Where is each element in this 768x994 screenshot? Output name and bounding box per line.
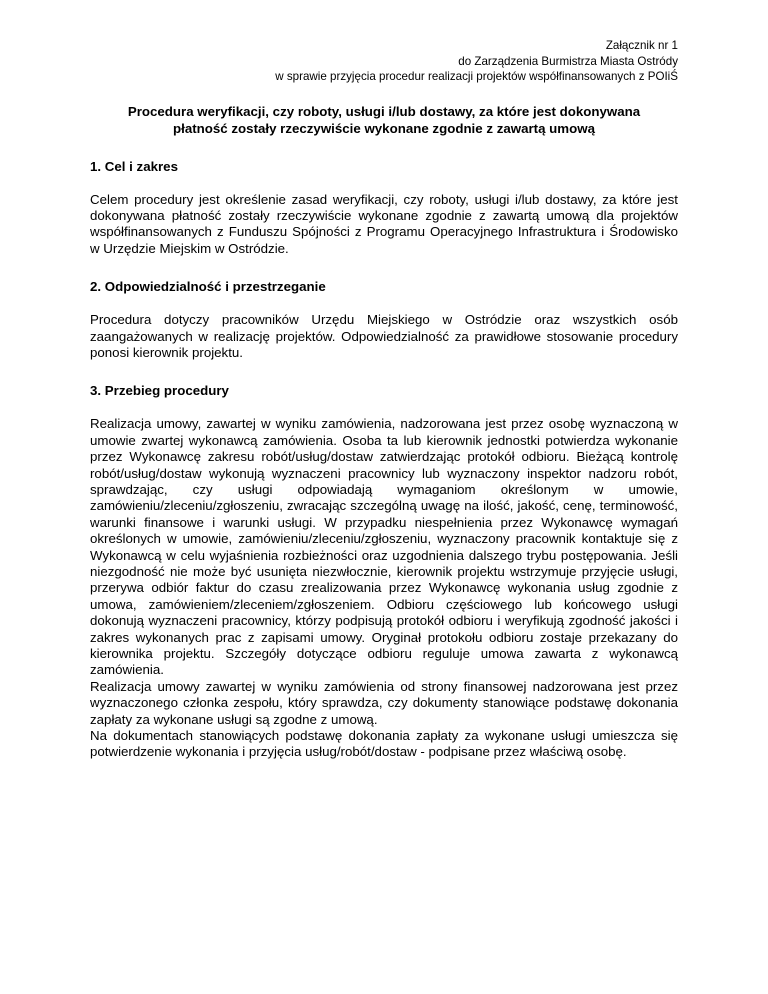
section-paragraph: Celem procedury jest określenie zasad weryfikacji, czy roboty, usługi i/lub dostawy, za które jest dokonywana płatność zostały rzeczywiście wykonane zgodnie z zawartą umową dla projektów współfinansowanych z Funduszu Spójności z Programu Operacyjnego Infrastruktura i Środowisko w Urzędzie Miejskim w Ostródzie. bbox=[90, 191, 678, 256]
attachment-ordinance: do Zarządzenia Burmistrza Miasta Ostródy bbox=[458, 54, 678, 68]
attachment-number: Załącznik nr 1 bbox=[605, 39, 678, 52]
document-title bbox=[90, 103, 678, 137]
attachment-subject: w sprawie przyjęcia procedur realizacji projektów współfinansowanych z POIiŚ bbox=[275, 70, 678, 83]
section-responsibility bbox=[90, 278, 678, 361]
section-paragraph: Realizacja umowy, zawartej w wyniku zamówienia, nadzorowana jest przez osobę wyznaczoną w umowie zwartej wykonawcą zamówienia. Osoba ta lub kierownik jednostki potwierdza wykonanie przez Wykonawcę zakresu robót/usług/dostaw zatwierdzając protokół odbioru. Bieżącą kontrolę robót/usług/dostaw wykonują wyznaczeni pracownicy lub wyznaczony inspektor nadzoru robót, sprawdzając, czy usługi odpowiadają wymaganiom określonym w umowie, zamówieniu/zleceniu/zgłoszeniu, zwracając szczególną uwagę na ilość, jakość, cenę, terminowość, warunki finansowe i warunki usługi. W przypadku niespełnienia przez Wykonawcę wymagań określonych w umowie, zamówieniu/zleceniu/zgłoszeniu, wyznaczony pracownik kontaktuje się z Wykonawcą w celu wyjaśnienia rozbieżności oraz uzgodnienia dalszego trybu postępowania. Jeśli niezgodność nie może być usunięta niezwłocznie, kierownik projektu wstrzymuje przyjęcie usługi, przerywa odbiór faktur do czasu zrealizowania przez Wykonawcę wykonania usług zgodnie z umowa, zamówieniem/zleceniem/zgłoszeniem. Odbioru częściowego lub końcowego usługi dokonują wyznaczeni pracownicy, którzy podpisują protokół odbioru i weryfikują zgodność jakości i zakres wykonanych prac z zapisami umowy. Oryginał protokołu odbioru zostaje przekazany do kierownika projektu. Szczegóły dotyczące odbioru reguluje umowa zawarta z wykonawcą zamówienia. bbox=[90, 416, 678, 678]
section-procedure bbox=[90, 382, 678, 761]
attachment-header bbox=[90, 38, 678, 85]
section-paragraph: Na dokumentach stanowiących podstawę dokonania zapłaty za wykonane usługi umieszcza się potwierdzenie wykonania i przyjęcia usług/robót/dostaw - podpisane przez właściwą osobę. bbox=[90, 728, 678, 760]
section-paragraph: Procedura dotyczy pracowników Urzędu Miejskiego w Ostródzie oraz wszystkich osób zaangażowanych w realizację projektów. Odpowiedzialność za prawidłowe stosowanie procedury ponosi kierownik projektu. bbox=[90, 312, 678, 360]
section-heading: 3. Przebieg procedury bbox=[90, 383, 229, 399]
document-title-line-2: płatność zostały rzeczywiście wykonane zgodnie z zawartą umową bbox=[173, 120, 595, 136]
section-heading: 2. Odpowiedzialność i przestrzeganie bbox=[90, 279, 326, 295]
document-title-line-1: Procedura weryfikacji, czy roboty, usługi i/lub dostawy, za które jest dokonywana bbox=[127, 103, 641, 119]
section-purpose bbox=[90, 158, 678, 258]
section-paragraph: Realizacja umowy zawartej w wyniku zamówienia od strony finansowej nadzorowana jest przez wyznaczonego członka zespołu, który sprawdza, czy dokumenty stanowiące podstawę dokonania zapłaty za wykonane usługi są zgodne z umową. bbox=[90, 678, 678, 727]
section-heading: 1. Cel i zakres bbox=[90, 158, 178, 174]
